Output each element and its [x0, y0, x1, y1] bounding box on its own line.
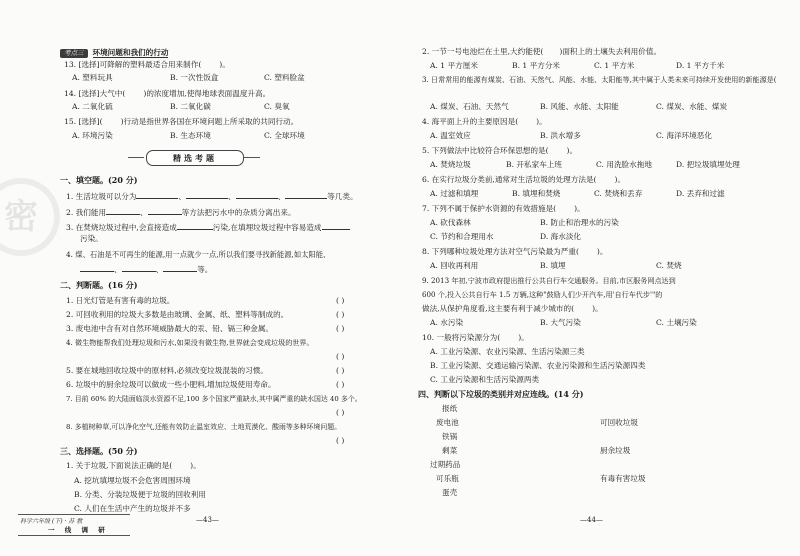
waste-item: 废电池 — [436, 418, 459, 427]
watermark-seal: 密 — [0, 178, 60, 256]
q3-option-a: A. 煤炭、石油、天然气 — [430, 102, 509, 111]
question-5: 5. 下列做法中比较符合环保思想的是( )。 — [422, 146, 578, 155]
q8-option-c: C. 焚烧 — [656, 261, 682, 270]
q6-option-c: C. 焚烧和丢弃 — [594, 189, 643, 198]
knowledge-point-title: 环境问题和我们的行动 — [92, 48, 169, 57]
judge-paren: ( ) — [336, 408, 345, 417]
fill-q4-blanks: 、 、 等。 — [80, 263, 212, 275]
judge-paren: ( ) — [336, 324, 345, 333]
page-number-right: —44— — [580, 516, 603, 524]
knowledge-point-tag: 考点三 — [60, 49, 88, 58]
q13-option-a: A. 塑料玩具 — [72, 73, 113, 82]
q5-option-c: C. 用洗脸水拖地 — [596, 160, 652, 169]
question-13: 13. [选择]可降解的塑料最适合用来制作( )。 — [64, 60, 230, 69]
q3-option-c: C. 煤炭、水能、煤炭 — [656, 102, 728, 111]
q8-option-b: B. 填埋 — [540, 261, 566, 270]
right-page — [400, 0, 800, 556]
fill-q3-end: 污染。 — [80, 234, 103, 243]
banner-wing-left — [128, 157, 144, 158]
fill-q1: 1. 生活垃圾可以分为 、 、 、 等几类。 — [66, 192, 358, 201]
q2-option-c: C. 1 平方米 — [594, 61, 635, 70]
choice-q1-option-b: B. 分类、分装垃圾便于垃圾的回收利用 — [74, 490, 206, 499]
question-3: 3. 日常常用的能源有煤炭、石油、天然气、风能、水能、太阳能等,其中属于人类未来可持续开发使用的新能源是( — [422, 75, 777, 84]
q13-option-b: B. 一次性饭盒 — [170, 73, 219, 82]
judge-item: 2. 可回收利用的垃圾大多数是由玻璃、金属、纸、塑料等制成的。 — [66, 310, 289, 319]
fill-q3: 3. 在焚烧垃圾过程中,会直接造成 污染,在填埋垃圾过程中容易造成 — [66, 221, 350, 233]
waste-item: 报纸 — [442, 404, 458, 413]
q14-option-a: A. 二氧化硫 — [72, 102, 113, 111]
question-4: 4. 海平面上升的主要原因是( )。 — [422, 117, 547, 126]
section-banner: 精选考题 — [146, 150, 244, 166]
q14-option-b: B. 二氧化碳 — [170, 102, 211, 111]
footer-series: 一 线 调 研 — [48, 526, 109, 534]
q7-option-b: B. 防止和治理水的污染 — [540, 218, 619, 227]
q15-option-a: A. 环境污染 — [72, 131, 113, 140]
q10-option-c: C. 工业污染源和生活污染源两类 — [430, 375, 540, 384]
question-9-line1: 9. 2013 年初,宁波市政府提出推行公共自行车交通服务。目前,市区服务网点达到 — [422, 276, 676, 285]
question-2: 2. 一节一号电池烂在土里,大约能使( )面积上的土壤失去利用价值。 — [422, 47, 662, 56]
q8-option-a: A. 回收再利用 — [430, 261, 479, 270]
judge-item: 1. 日光灯管是有害有毒的垃圾。 — [66, 296, 175, 305]
q5-option-b: B. 开私家车上班 — [506, 160, 562, 169]
q4-option-b: B. 洪水增多 — [540, 131, 581, 140]
q7-option-d: D. 海水淡化 — [540, 232, 582, 241]
judge-paren: ( ) — [336, 436, 345, 445]
choice-q1: 1. 关于垃圾,下面说法正确的是( )。 — [66, 461, 201, 470]
judge-item: 8. 多植树种草,可以净化空气,还能有效防止温室效应、土地荒漠化、酸雨等多种环境问题。 — [66, 423, 341, 431]
q2-option-a: A. 1 平方厘米 — [430, 61, 478, 70]
judge-paren: ( ) — [336, 380, 345, 389]
judge-item: 4. 微生物能帮我们处理垃圾和污水,如果没有微生物,世界就会变成垃圾的世界。 — [66, 338, 314, 347]
fill-q2: 2. 我们能用 、 等方法把污水中的杂质分离出来。 — [66, 208, 296, 217]
q14-option-c: C. 臭氧 — [264, 102, 290, 111]
waste-category: 可回收垃圾 — [600, 418, 638, 427]
waste-item: 蛋壳 — [442, 488, 458, 497]
question-14: 14. [选择]大气中( )的浓度增加,使得地球表面温度升高。 — [64, 89, 271, 98]
q9-option-c: C. 土壤污染 — [656, 318, 697, 327]
q5-option-d: D. 把垃圾填埋处理 — [676, 160, 740, 169]
q3-option-b: B. 风能、水能、太阳能 — [540, 102, 619, 111]
q15-option-c: C. 全球环境 — [264, 131, 305, 140]
question-9-line3: 做法,从保护角度看,这主要有利于减少城市的( )。 — [422, 304, 603, 313]
q15-option-b: B. 生态环境 — [170, 131, 211, 140]
judge-item: 7. 目前 60% 的大陆面临淡水资源不足,100 多个国家严重缺水,其中属严重的缺水国达 40 多个。 — [66, 395, 362, 403]
q6-option-d: D. 丢弃和过滤 — [676, 189, 725, 198]
judge-paren: ( ) — [336, 366, 345, 375]
q13-option-c: C. 塑料脸盆 — [264, 73, 305, 82]
footer-series-box — [18, 514, 130, 536]
q2-option-d: D. 1 平方千米 — [676, 61, 725, 70]
q10-option-b: B. 工业污染源、交通运输污染源、农业污染源和生活污染源四类 — [430, 361, 646, 370]
q9-option-a: A. 水污染 — [430, 318, 464, 327]
judge-item: 6. 垃圾中的厨余垃圾可以做成一些小肥料,增加垃圾使用寿命。 — [66, 380, 276, 389]
q5-option-a: A. 焚烧垃圾 — [430, 160, 471, 169]
banner-wing-right — [244, 157, 260, 158]
fill-q4: 4. 煤、石油是不可再生的能源,用一点就少一点,所以我们要寻找新能源,如太阳能、 — [66, 250, 331, 259]
judge-paren: ( ) — [336, 296, 345, 305]
question-6: 6. 在实行垃圾分类前,通常对生活垃圾的处理方法是( )。 — [422, 175, 626, 184]
section-2-title: 二、判断题。(16 分) — [60, 280, 138, 290]
q7-option-a: A. 砍伐森林 — [430, 218, 471, 227]
waste-category: 厨余垃圾 — [600, 446, 631, 455]
q6-option-a: A. 过滤和填埋 — [430, 189, 479, 198]
q9-option-b: B. 大气污染 — [540, 318, 581, 327]
choice-q1-option-a: A. 挖坑填埋垃圾不会危害周围环境 — [74, 476, 191, 485]
q4-option-c: C. 海洋环境恶化 — [656, 131, 712, 140]
waste-item: 铁锅 — [442, 432, 458, 441]
judge-item: 5. 要在城地回收垃圾中的原材料,必须改变垃圾混装的习惯。 — [66, 366, 268, 375]
q2-option-b: B. 1 平方分米 — [512, 61, 561, 70]
question-15: 15. [选择]( )行动是指世界各国在环境问题上所采取的共同行动。 — [64, 117, 299, 126]
waste-category: 有毒有害垃圾 — [600, 474, 646, 483]
question-10: 10. 一般将污染源分为( )。 — [422, 333, 529, 342]
judge-paren: ( ) — [336, 352, 345, 361]
q6-option-b: B. 填埋和焚烧 — [512, 189, 561, 198]
q7-option-c: C. 节约和合理用水 — [430, 232, 494, 241]
section-3-title: 三、选择题。(50 分) — [60, 446, 138, 456]
section-4-title: 四、判断以下垃圾的类别并对应连线。(14 分) — [418, 389, 584, 399]
q10-option-a: A. 工业污染源、农业污染源、生活污染源三类 — [430, 347, 585, 356]
question-8: 8. 下列哪种垃圾处理方法对空气污染最为严重( )。 — [422, 247, 608, 256]
section-1-title: 一、填空题。(20 分) — [60, 175, 138, 185]
judge-item: 3. 废电池中含有对自然环境威胁最大的汞、铅、镉三种金属。 — [66, 324, 274, 333]
waste-item: 过期药品 — [430, 460, 461, 469]
judge-paren: ( ) — [336, 310, 345, 319]
q4-option-a: A. 温室效应 — [430, 131, 471, 140]
question-9-line2: 600 个,投入公共自行车 1.5 万辆,这种"鼓励人们少开汽车,用'自行车代步'"的 — [422, 290, 663, 299]
page-number-left: —43— — [196, 516, 219, 524]
footer-grade: 科学六年级 (下) · 苏 教 — [20, 518, 83, 525]
knowledge-point-header — [60, 48, 168, 58]
choice-q1-option-c: C. 人们在生活中产生的垃圾并不多 — [74, 504, 191, 513]
waste-item: 剩菜 — [442, 446, 458, 455]
waste-item: 可乐瓶 — [436, 474, 459, 483]
question-7: 7. 下列不属于保护水资源的有效措施是( )。 — [422, 204, 585, 213]
